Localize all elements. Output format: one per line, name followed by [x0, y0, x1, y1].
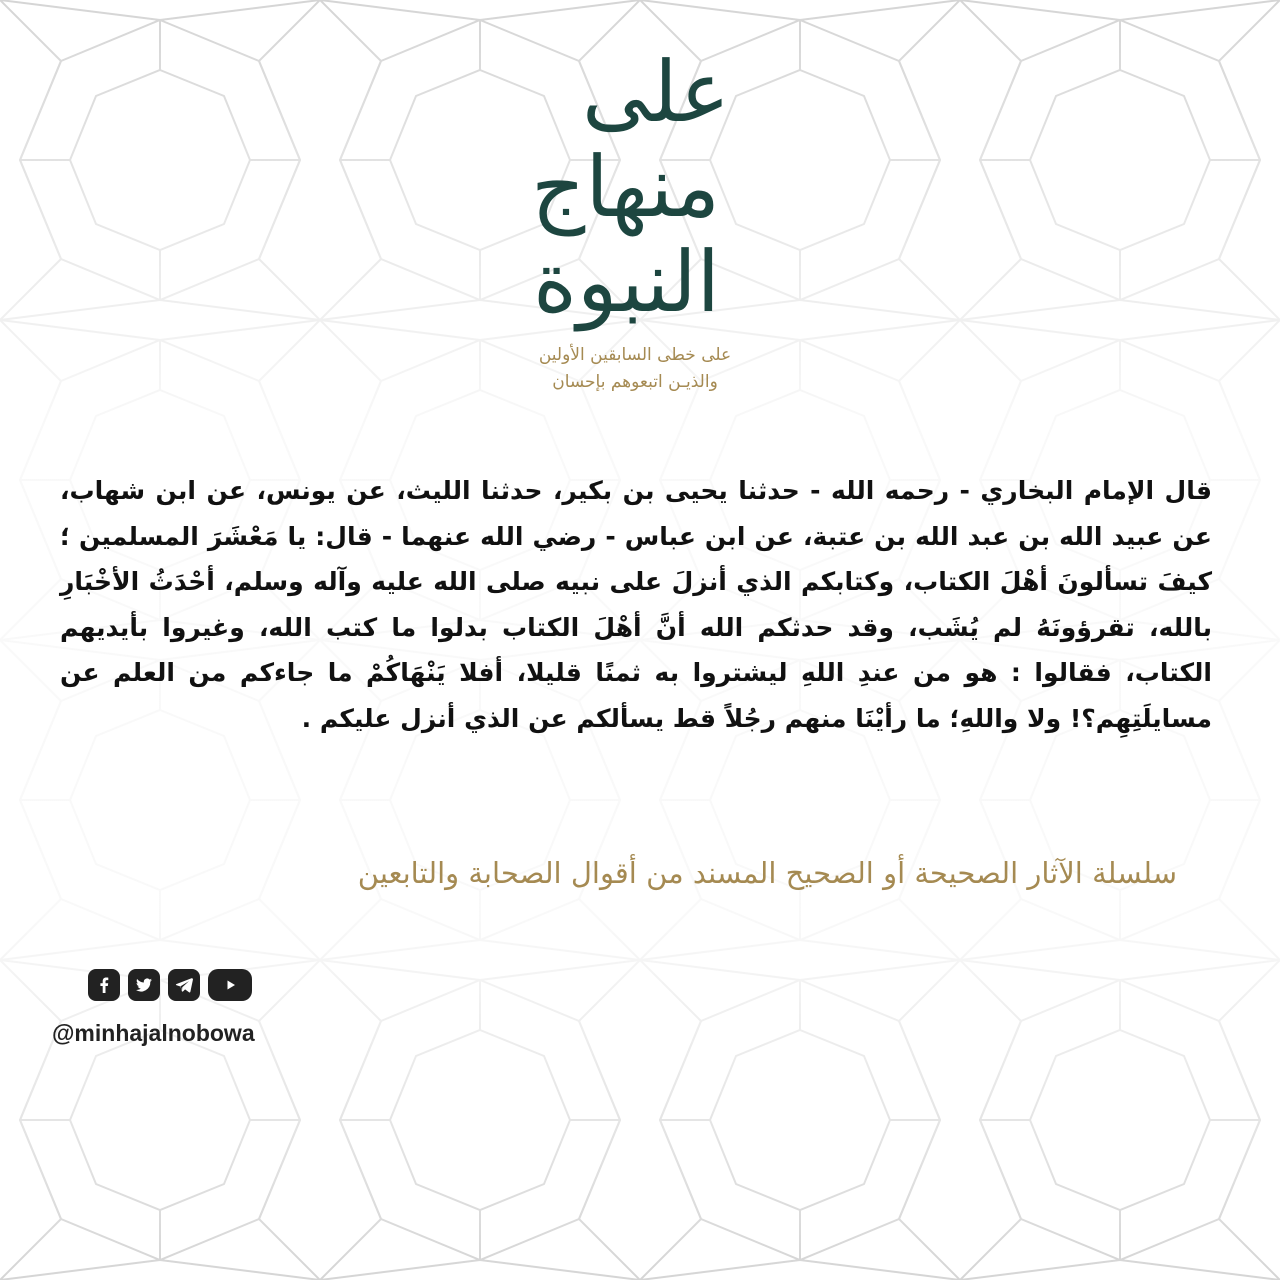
- telegram-icon[interactable]: [168, 969, 200, 1001]
- logo-line-3: النبوة: [532, 233, 720, 331]
- youtube-icon[interactable]: [208, 969, 252, 1001]
- logo-tagline-1: على خطى السابقين الأولين: [538, 345, 732, 365]
- social-handle[interactable]: @minhajalnobowa: [52, 1020, 255, 1046]
- series-title: سلسلة الآثار الصحيحة أو الصحيح المسند من أقوال الصحابة والتابعين: [357, 856, 1177, 890]
- logo-tagline-2: والذيـن اتبعوهم بإحسان: [552, 372, 718, 392]
- logo-line-2: منهاج: [531, 138, 720, 236]
- logo-line-1: على: [582, 43, 730, 141]
- hadith-quote: قال الإمام البخاري - رحمه الله - حدثنا يحيى بن بكير، حدثنا الليث، عن يونس، عن ابن شهاب، عن عبيد الله بن عبد الله بن عتبة، عن ابن عباس - رضي الله عنهما - قال: يا مَعْشَرَ المسلمين ؛ كيفَ تسألونَ أهْلَ الكتاب، وكتابكم الذي أنزلَ على نبيه صلى الله عليه وآله وسلم، أحْدَثُ الأخْبَارِ بالله، تقرؤونَهُ لم يُشَب، وقد حدثكم الله أنَّ أهْلَ الكتاب بدلوا ما كتب الله، وغيروا بأيديهم الكتاب، فقالوا : هو من عندِ اللهِ ليشتروا به ثمنًا قليلا، أفلا يَنْهَاكُمْ ما جاءكم من العلم عن مسايلَتِهِم؟! ولا واللهِ؛ ما رأيْنَا منهم رجُلاً قط يسألكم عن الذي أنزل عليكم .: [60, 476, 1212, 733]
- brand-logo: [440, 30, 840, 390]
- twitter-icon[interactable]: [128, 969, 160, 1001]
- social-icons: [88, 969, 252, 1001]
- facebook-icon[interactable]: [88, 969, 120, 1001]
